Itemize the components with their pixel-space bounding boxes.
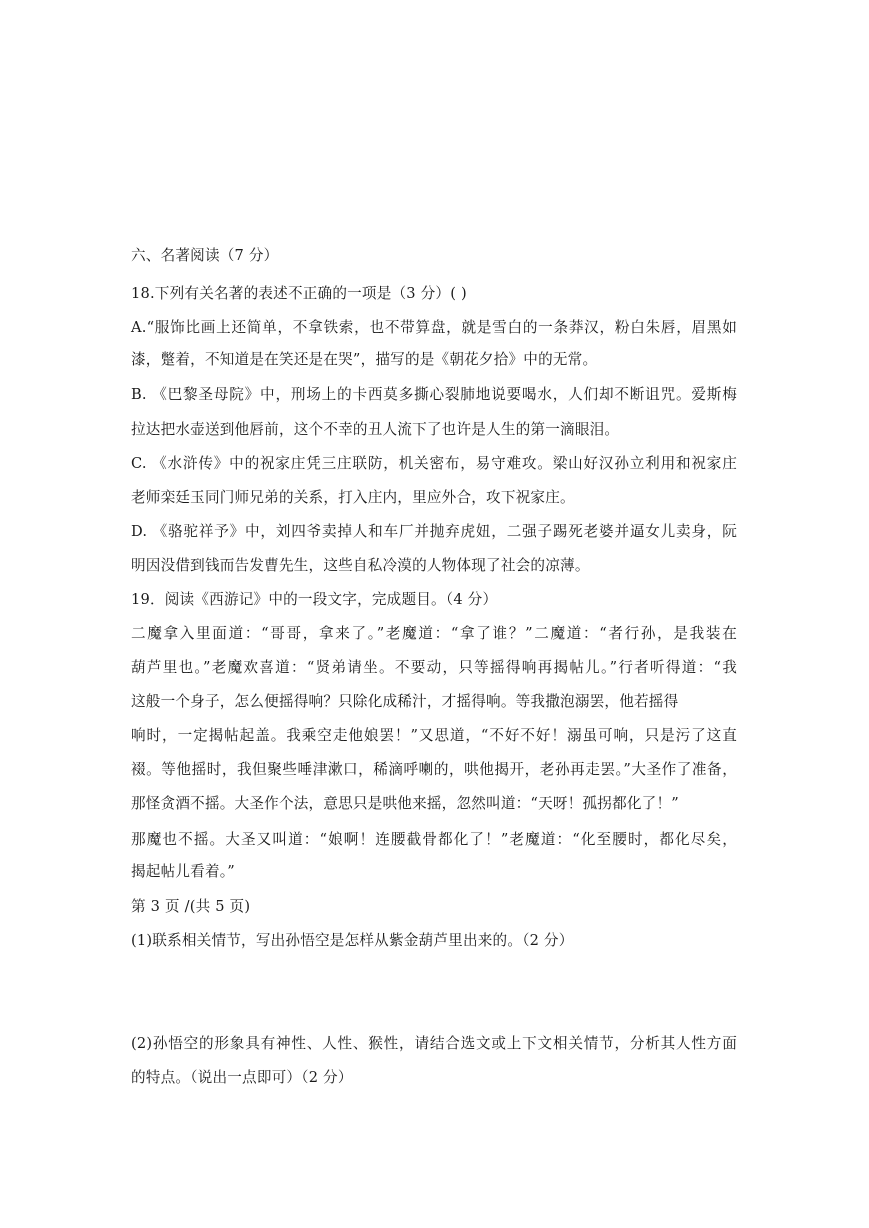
option-c-line-2: 老师栾廷玉同门师兄弟的关系，打入庄内，里应外合，攻下祝家庄。 bbox=[131, 489, 575, 506]
passage-line-4: 响时，一定揭帖起盖。我乘空走他娘罢！”又思道，“不好不好！溺虽可响，只是污了这直 bbox=[131, 727, 737, 744]
passage-line-3: 这般一个身子，怎么便摇得响？只除化成稀汁，才摇得响。等我撒泡溺罢，他若摇得 bbox=[131, 693, 679, 710]
option-b-line-2: 拉达把水壶送到他唇前，这个不幸的丑人流下了也许是人生的第一滴眼泪。 bbox=[131, 421, 620, 438]
question-18-stem: 18.下列有关名著的表述不正确的一项是（3 分）( ) bbox=[131, 285, 467, 302]
passage-line-2: 葫芦里也。”老魔欢喜道：“贤弟请坐。不要动，只等摇得响再揭帖儿。”行者听得道：“我 bbox=[131, 659, 737, 676]
passage-line-5: 裰。等他摇时，我但聚些唾津漱口，稀滴呼喇的，哄他揭开，老孙再走罢。”大圣作了准备， bbox=[131, 761, 737, 778]
question-19-stem: 19．阅读《西游记》中的一段文字，完成题目。（4 分） bbox=[131, 591, 498, 608]
option-a-line-2: 漆，蹩着，不知道是在笑还是在哭”，描写的是《朝花夕拾》中的无常。 bbox=[131, 351, 598, 368]
option-a-line-1: A.“服饰比画上还简单，不拿铁索，也不带算盘，就是雪白的一条莽汉，粉白朱唇，眉黑如 bbox=[131, 319, 737, 336]
sub-question-2-line-2: 的特点。（说出一点即可）（2 分） bbox=[131, 1069, 353, 1086]
option-d-line-2: 明因没借到钱而告发曹先生，这些自私冷漠的人物体现了社会的凉薄。 bbox=[131, 557, 590, 574]
passage-line-1: 二魔拿入里面道：“哥哥，拿来了。”老魔道：“拿了谁？”二魔道：“者行孙，是我装在 bbox=[131, 625, 737, 642]
sub-question-1: (1)联系相关情节，写出孙悟空是怎样从紫金葫芦里出来的。（2 分） bbox=[131, 932, 574, 949]
page-footer: 第 3 页 /(共 5 页) bbox=[131, 898, 251, 915]
option-d-line-1: D. 《骆驼祥予》中，刘四爷卖掉人和车厂并抛弃虎妞，二强子踢死老婆并逼女儿卖身，阮 bbox=[131, 523, 737, 540]
option-b-line-1: B. 《巴黎圣母院》中，刑场上的卡西莫多撕心裂肺地说要喝水，人们却不断诅咒。爱斯梅 bbox=[131, 386, 737, 403]
passage-line-7: 那魔也不摇。大圣又叫道：“娘啊！连腰截骨都化了！”老魔道：“化至腰时，都化尽矣， bbox=[131, 831, 737, 848]
passage-line-6: 那怪贪酒不摇。大圣作个法，意思只是哄他来摇，忽然叫道：“天呀！孤拐都化了！” bbox=[131, 795, 679, 812]
option-c-line-1: C. 《水浒传》中的祝家庄凭三庄联防，机关密布，易守难攻。梁山好汉孙立利用和祝家庄 bbox=[131, 455, 737, 472]
section-title: 六、名著阅读（7 分） bbox=[131, 247, 279, 264]
sub-question-2-line-1: (2)孙悟空的形象具有神性、人性、猴性，请结合选文或上下文相关情节，分析其人性方面 bbox=[131, 1035, 737, 1052]
passage-line-8: 揭起帖儿看着。” bbox=[131, 863, 235, 880]
